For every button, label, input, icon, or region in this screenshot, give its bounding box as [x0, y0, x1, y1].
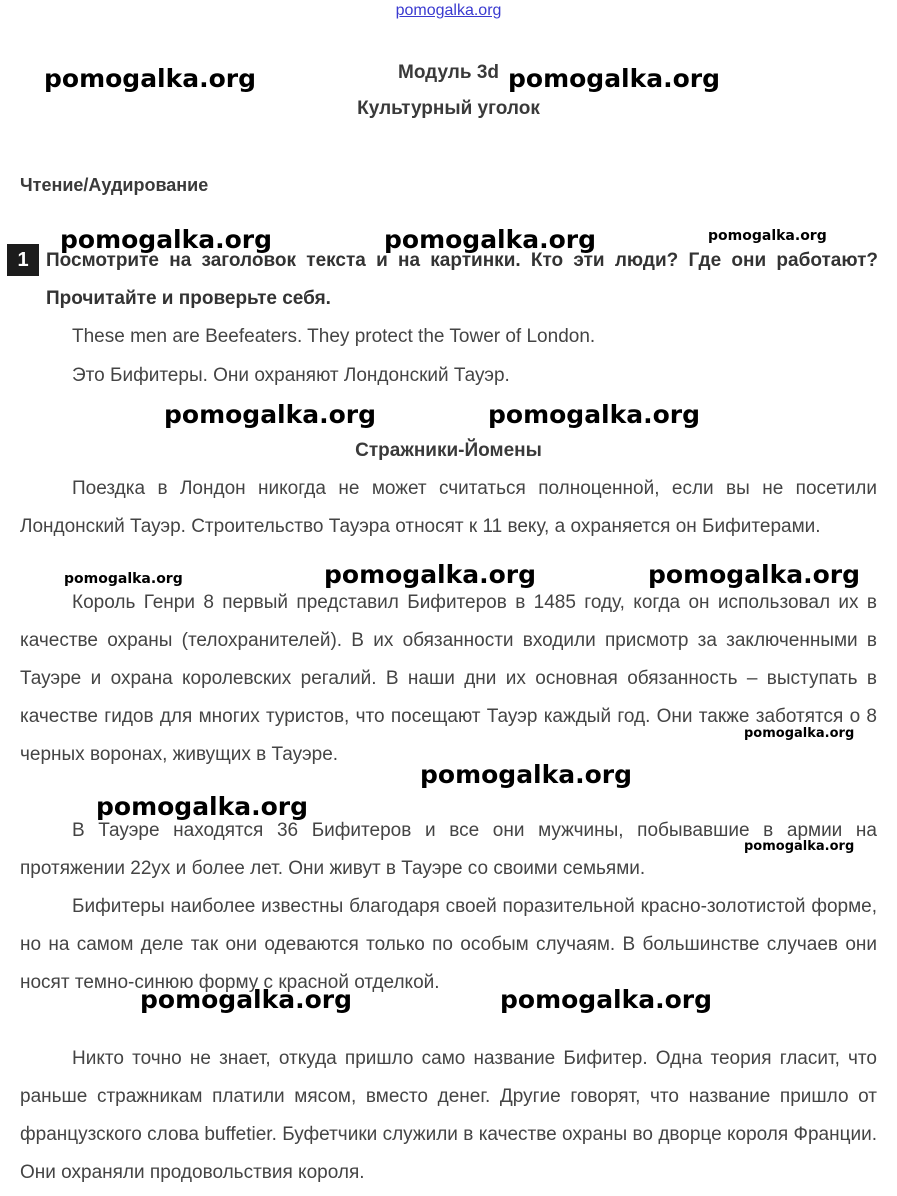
watermark: pomogalka.org [708, 228, 827, 244]
watermark: pomogalka.org [324, 560, 537, 589]
watermark: pomogalka.org [96, 792, 309, 821]
answer-english: These men are Beefeaters. They protect the Tower of London. [72, 326, 596, 347]
article-paragraph: Поездка в Лондон никогда не может считаться полноценной, если вы не посетили Лондонский Тауэр. Строительство Тауэра относят к 11 веку, а охраняется он Бифитерами. [20, 478, 877, 537]
watermark: pomogalka.org [420, 760, 633, 789]
task-instruction: Посмотрите на заголовок текста и на картинки. Кто эти люди? Где они работают? Прочитайте и проверьте себя. [46, 250, 878, 309]
task-number-badge: 1 [7, 244, 39, 276]
page-title: Культурный уголок [357, 98, 540, 119]
watermark: pomogalka.org [140, 985, 353, 1014]
watermark: pomogalka.org [500, 985, 713, 1014]
watermark: pomogalka.org [488, 400, 701, 429]
answer-russian: Это Бифитеры. Они охраняют Лондонский Тауэр. [72, 365, 510, 386]
watermark: pomogalka.org [508, 64, 721, 93]
watermark: pomogalka.org [648, 560, 861, 589]
module-label: Модуль 3d [398, 62, 499, 83]
article-title: Стражники-Йомены [355, 440, 542, 461]
section-heading: Чтение/Аудирование [20, 175, 209, 195]
watermark: pomogalka.org [44, 64, 257, 93]
watermark: pomogalka.org [64, 571, 183, 587]
article-paragraph: Бифитеры наиболее известны благодаря своей поразительной красно-золотистой форме, но на самом деле так они одеваются только по особым случаям. В большинстве случаев они носят темно-синюю форму с красной отделкой. [20, 896, 877, 993]
article-paragraph: Никто точно не знает, откуда пришло само название Бифитер. Одна теория гласит, что раньше стражникам платили мясом, вместо денег. Другие говорят, что название пришло от французского слова buffetier. Буфетчики служили в качестве охраны во дворце короля Франции. Они охраняли продовольствия короля. [20, 1048, 877, 1183]
site-link[interactable]: pomogalka.org [395, 2, 502, 19]
watermark: pomogalka.org [384, 225, 597, 254]
article-paragraph: Король Генри 8 первый представил Бифитеров в 1485 году, когда он использовал их в качестве охраны (телохранителей). В их обязанности входили присмотр за заключенными в Тауэре и охрана королевских регалий. В наши дни их основная обязанность – выступать в качестве гидов для многих туристов, что посещают Тауэр каждый год. Они также заботятся о 8 черных воронах, живущих в Тауэре. [20, 592, 877, 765]
watermark: pomogalka.org [164, 400, 377, 429]
watermark: pomogalka.org [744, 839, 855, 854]
article-paragraph: В Тауэре находятся 36 Бифитеров и все они мужчины, побывавшие в армии на протяжении 22ух и более лет. Они живут в Тауэре со своими семьями. [20, 820, 877, 879]
watermark: pomogalka.org [60, 225, 273, 254]
watermark: pomogalka.org [744, 726, 855, 741]
